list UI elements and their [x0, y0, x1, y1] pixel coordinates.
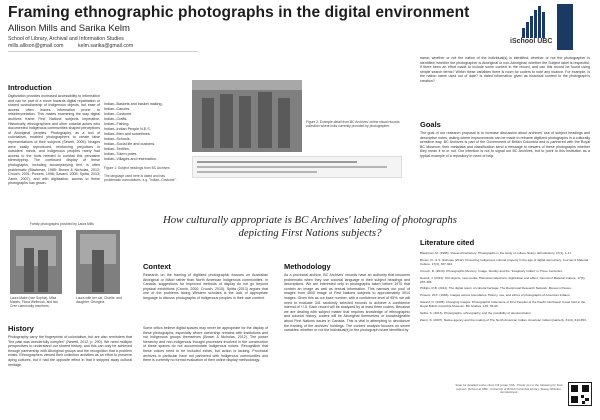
goals-text: The goal of our research proposal is to increase discussion about archives' use of subject headings and descriptive notes, asking where improvements can be made to reframe digitized photographs in a culturally sensitive way. BC Archives is part of the Government of British Columbia and is partnered with the Royal BC Museum; their metadata and classification send a message to viewers of these photographs whether they mean it to or not. Our intention is not to signal out BC Archives, but to point to this institution as a typical example of a repository in need of help.: [420, 131, 590, 158]
subject-item: Indian--Social life and customs.: [104, 142, 156, 146]
lit-item: Phillips, R.B. (2011). The digital return of cultural heritage: The Reciprocal Research Network. Museum Pieces.: [420, 286, 572, 291]
family-photo-left: [10, 230, 62, 294]
record-screenshot: [192, 156, 402, 178]
subject-item: Indian--Totem poles.: [104, 152, 138, 156]
subject-item: Indian--Crafts.: [104, 117, 128, 121]
family-photo-right: [76, 230, 120, 294]
lit-item: Newell, J. (2012). Old objects, new media: Historical collections, digitization and affect. Journal of Material Culture, 17(3), 287-306.: [420, 275, 586, 284]
lit-heading: Literature cited: [420, 238, 475, 247]
figure1-note: The language used here is dated and has problematic connotations, e.g. "Indian--Costume".: [104, 174, 177, 182]
subject-item: Indian--Villages and reservation.: [104, 157, 157, 161]
subject-item: Indian--Schools.: [104, 137, 131, 141]
family-right-caption: Laura with her cat, Charlie, and daughter, Georgina.: [76, 296, 122, 304]
email-1[interactable]: mills.allison@gmail.com: [8, 43, 64, 49]
archival-photo: [192, 80, 302, 152]
intro-heading: Introduction: [8, 83, 52, 92]
history-heading: History: [8, 324, 34, 333]
email-2[interactable]: kelm.sarika@gmail.com: [78, 43, 134, 49]
authors: Allison Mills and Sarika Kelm: [8, 23, 130, 34]
context-text-1: Research on the framing of digitized photographic focuses on Australian Aboriginal or Māori rather than North American Indigenous communities. In Canada, suggestions for improved methods of display do not go beyond physical exhibitions (Cronin, 2000; Crouch, 2010). Spitta (2013) argues that one of the problems facing Western scholars is the lack of appropriate language to discuss photographs of Indigenous peoples in their own context.: [143, 273, 268, 300]
qr-code-icon[interactable]: [568, 382, 592, 406]
intro-text: Digitization provides increased accessibility to information and can be part of a move towards digital repatriation or shared custodianship of Indigenous objects, but ease of access often leaves information prone to misinterpretation. This makes examining the way digital archives frame First Nations subjects imperative. Historically, ethnographers and other colonial actors who documented Indigenous communities shaped perceptions of Aboriginal peoples. Photography, as a tool of colonialism, enabled photographers to create false representations of their subjects (Sewell, 2005). Images were easily reproduced, reinforcing prejudices in outsiders' minds, and Indigenous peoples rarely had access to the tools needed to combat this pervasive stereotyping. The continued display of these photographs, including accompanying text, is often problematic (Blackman, 1985; Brown & Nicholas, 2012; Crouch, 2001; Powers, 1996; Savard, 2005; Spitta, 2013; Zamir, 2007), and with digitization, access to these photographs has grown.: [8, 94, 100, 186]
lit-item: Zamir, S. (2007). Native agency and the making of The North American Indian. American Indian Quarterly, 31(4), 613-653.: [420, 317, 587, 322]
family-caption: Family photographs provided by Laura Mills: [30, 222, 94, 226]
subject-item: Indian--Textiles.: [104, 147, 130, 151]
ubc-bar: [557, 4, 573, 50]
lit-item: Powers, W.K. (1996). Images across boundaries: History, use, and ethics of photographs of American Indians.: [420, 293, 571, 298]
subject-item: Indian--Baskets and basket making.: [104, 102, 163, 106]
lit-item: Crouch, D. (2010). Photographic Memory: Image, Identity and the "Imaginary Indian" in Three Centuries.: [420, 268, 563, 273]
goals-heading: Goals: [420, 120, 441, 129]
lit-item: Brown, D., & S. Nicholas (2012). Protecting Indigenous cultural property in the age of digital democracy. Journal of Material Culture, 17(3), 307-324.: [420, 257, 589, 266]
history-text: Photography carry the fingerprints of colonialism, but are also reminders that "the past was wonderfully complex" (Newell, 2012, p. 290). We need multiple perspectives to understand our shared history, and this can only be achieved through partnership with Aboriginal groups and the recognition that a problem exists. Ethnographers viewed their collection activities as an effort to preserve dying cultures, but it had the opposite effect in that it stripped away cultural heritage.: [8, 335, 132, 367]
logo-text: iSchool UBC: [510, 38, 553, 45]
header-divider: [8, 51, 198, 52]
family-left-caption: Laura Mabe (nee Sophia), Misa Mabris, Fiona Welbrook, and two Cree community members.: [10, 296, 59, 308]
methodology-text: As a provincial archive, BC Archives' records have an authority that becomes problematic when they use colonial language in their subject headings and descriptions. We are interested only in photographs taken before 1970 that contain an image as well as textual information. This narrows our pool of images from 4500 image of First Nations subjects to approximately 3014 images. Given this as our base number, with a confidence level of 95%, we will need to evaluate 341 randomly selected records to achieve a confidence interval of +/-5. Each record will be analyzed by at least three coders. Because we are dealing with subject matter that requires knowledge of ethnographic and colonial history, coders will be Aboriginal themselves or knowledgeable about First Nations issues in Canada. This is vital in attempting to decolonize the framing of the archives' holdings. The content analysis focuses on seven variables: whether or not the individual(s) in the photograph is/are identified by: [284, 273, 410, 333]
school-name: School of Library, Archival and Information Studies: [8, 36, 124, 42]
research-question: How culturally appropriate is BC Archives' labeling of photographs depicting First Nations subjects?: [162, 214, 457, 239]
variables-text: name; whether or not the nation of the individual(s) is identified; whether or not the photographer is identified; whether the photographer is Aboriginal or non-Aboriginal; whether the Subject label is respectful; if there been an effort made to include some context in the record; and can this record be found using simple search terms? Within these variables there is room for coders to note any nuance. For example, is the nation name used out of date? Is dated information given as historical context to the photograph's creation?: [420, 56, 590, 83]
subject-list: [104, 102, 163, 162]
lit-item: Spitta, S. (2013). Photographs, ethnography, and the possibility of decolonization.: [420, 311, 532, 316]
subject-item: Indian--Men and sometimes.: [104, 132, 151, 136]
subject-item: Indian--Costume.: [104, 112, 133, 116]
lit-item: Savard, D. (2005). Changing images: Photographic collections of First Peoples of the Pacific Northwest Coast held in the Royal British Columbia Museum. BC Studies, 145, 55-96.: [420, 300, 586, 309]
subject-item: Indian--Fishing.: [104, 122, 130, 126]
subject-item: Indian--Indian People N.E.S.: [104, 127, 151, 131]
context-text-2: Some critics believe digital spaces may never be appropriate for the display of these photographs, especially where ownership remains with institutions and not Indigenous groups themselves (Brown & Nicholas, 2012). The power hierarchy and non-Indigenous thought processes involved in the construction of these spaces do not accommodate Indigenous voices. Recognition that these voices need to be included exists, but action is lacking. Provincial archives in particular have not partnered with Indigenous communities and there is currently no formal evaluation of their online display methodology.: [143, 326, 268, 363]
lit-list: [420, 252, 590, 326]
figure1-caption: Figure 1: Subject headings from BC Archives: [104, 166, 170, 170]
context-heading: Context: [143, 262, 171, 271]
footer-text: Scan for detailed works cited. Fill poster URL. Thank you to the following for their support: iSchool at UBC, University of British Columbia Library, Stacey Ellisdon, Jan Ekstrand.: [455, 383, 563, 395]
poster-title: Framing ethnographic photographs in the digital environment: [8, 4, 470, 21]
subject-item: Indian--Canoes.: [104, 107, 131, 111]
methodology-heading: Methodology: [284, 262, 331, 271]
figure2-caption: Figure 2: Example detail from BC Archives' online visual records collection where links currently provided by photographer.: [306, 120, 400, 128]
lit-item: Blackman, M. (1985). Visual ethnohistory: Photographs in the study of culture history. Ethnohistory, 27(1), 1-17.: [420, 251, 573, 255]
